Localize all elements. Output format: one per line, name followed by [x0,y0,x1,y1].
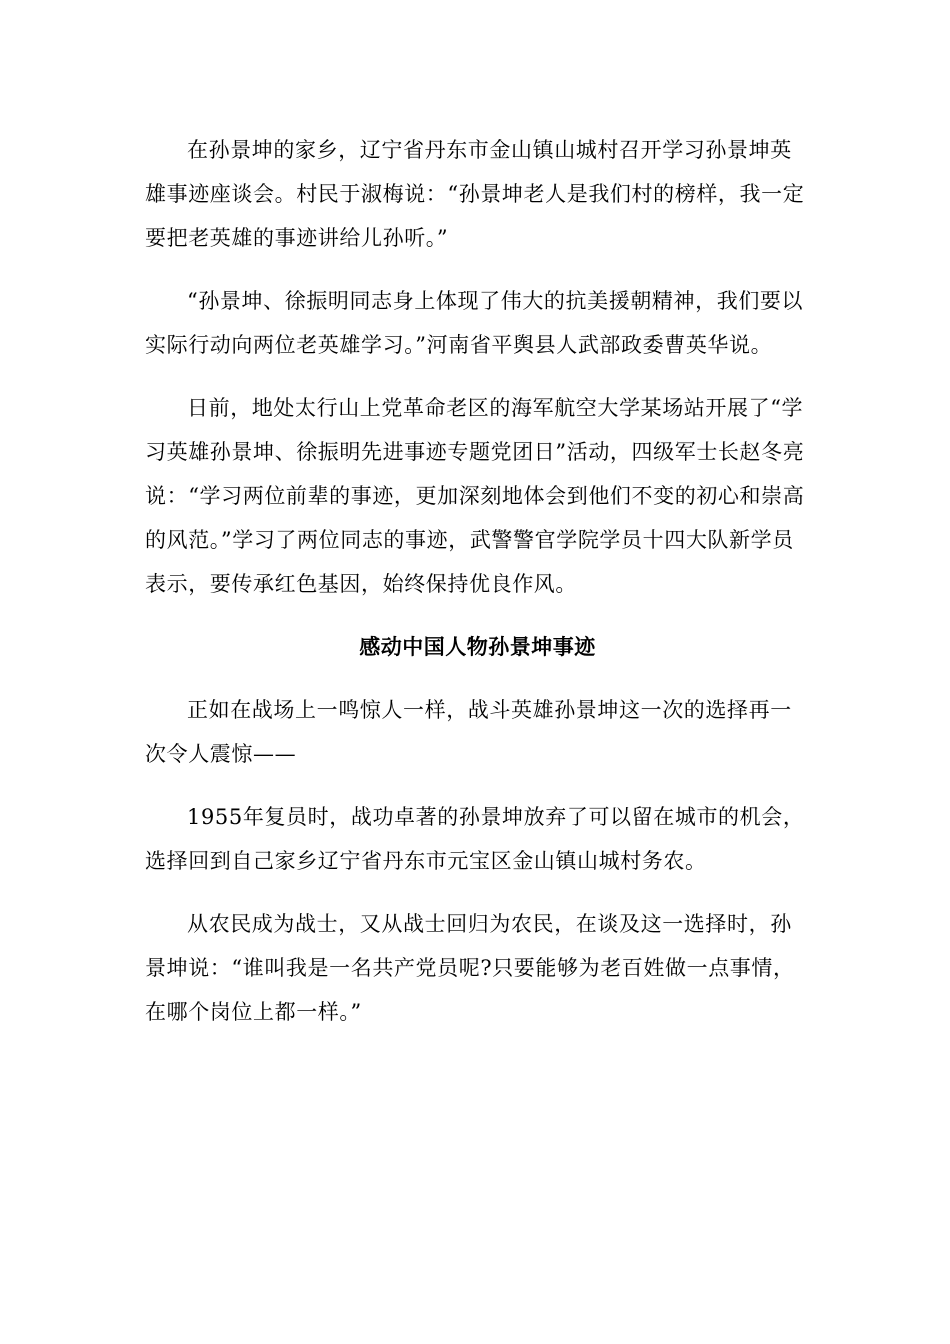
paragraph-hometown-seminar: 在孙景坤的家乡，辽宁省丹东市金山镇山城村召开学习孙景坤英雄事迹座谈会。村民于淑梅说：“孙景坤老人是我们村的榜样，我一定要把老英雄的事迹讲给儿孙听。” [145,138,805,250]
paragraph-naval-aviation-activity: 日前，地处太行山上党革命老区的海军航空大学某场站开展了“学习英雄孙景坤、徐振明先进事迹专题党团日”活动，四级军士长赵冬亮说：“学习两位前辈的事迹，更加深刻地体会到他们不变的初心和崇高的风范。”学习了两位同志的事迹，武警警官学院学员十四大队新学员表示，要传承红色基因，始终保持优良作风。 [145,396,805,596]
paragraph-1955-demobilization: 1955年复员时，战功卓著的孙景坤放弃了可以留在城市的机会，选择回到自己家乡辽宁省丹东市元宝区金山镇山城村务农。 [145,805,805,873]
document-body [145,128,810,1053]
paragraph-choice-intro: 正如在战场上一鸣惊人一样，战斗英雄孙景坤这一次的选择再一次令人震惊—— [145,698,792,766]
paragraph-pingyu-quote: “孙景坤、徐振明同志身上体现了伟大的抗美援朝精神，我们要以实际行动向两位老英雄学习。”河南省平舆县人武部政委曹英华说。 [145,289,804,357]
section-heading: 感动中国人物孙景坤事迹 [359,635,596,659]
paragraph-farmer-quote: 从农民成为战士，又从战士回归为农民，在谈及这一选择时，孙景坤说：“谁叫我是一名共产党员呢?只要能够为老百姓做一点事情，在哪个岗位上都一样。” [145,912,795,1024]
